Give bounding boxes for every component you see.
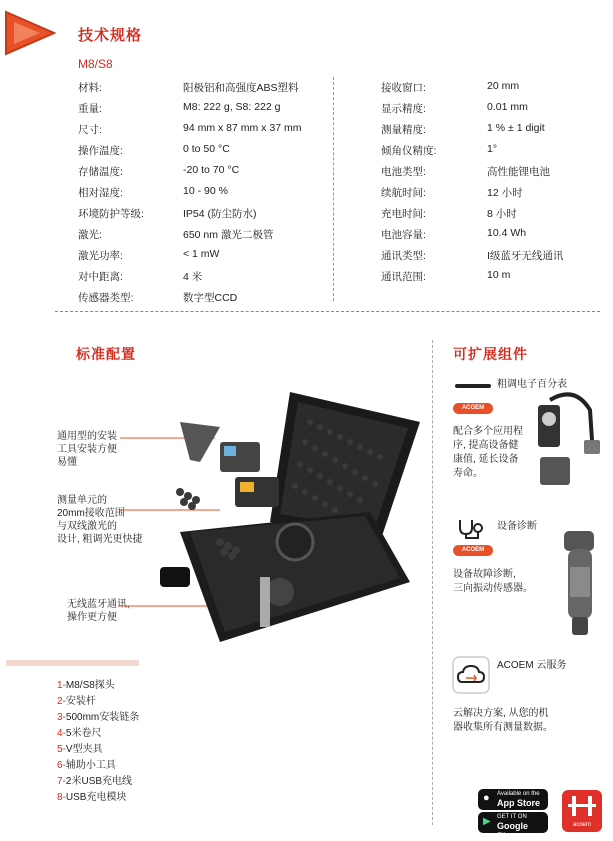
list-item (57, 740, 103, 755)
play-icon: ▶ (483, 816, 491, 827)
spec-value: 1 % ± 1 digit (487, 122, 545, 134)
spec-value: 0 to 50 °C (183, 143, 230, 155)
model-label: M8/S8 (78, 57, 113, 71)
list-number: 4- (57, 728, 66, 739)
spec-value: < 1 mW (183, 248, 220, 260)
spec-value: -20 to 70 °C (183, 164, 240, 176)
spec-label: 激光: (78, 229, 102, 241)
callout-line: 无线蓝牙通讯, (67, 599, 130, 610)
list-text: 2米USB充电线 (65, 776, 133, 787)
indicator-icon (453, 378, 493, 394)
spec-value: 阳极铝和高强度ABS塑料 (183, 82, 299, 94)
expansion-item-name: 设备诊断 (497, 521, 537, 532)
list-text: 500mm安装链条 (65, 712, 140, 723)
spec-label: 倾角仪精度: (381, 145, 437, 157)
spec-label: 通讯范围: (381, 271, 426, 283)
list-item (57, 676, 115, 691)
desc-line: 云解决方案, 从您的机 (453, 708, 549, 719)
decorative-bar (6, 660, 139, 666)
divider (55, 311, 600, 312)
spec-label: 通讯类型: (381, 250, 426, 262)
callout-line: 通用型的安装 (57, 431, 117, 442)
cloud-icon (452, 656, 490, 694)
spec-value: 1° (487, 143, 498, 155)
list-text: USB充电模块 (65, 792, 127, 803)
spec-label: 操作温度: (78, 145, 123, 157)
spec-value: 10 - 90 % (183, 185, 228, 197)
acoem-badge: ACOEM (453, 545, 493, 556)
spec-label: 显示精度: (381, 103, 426, 115)
list-number: 2- (57, 696, 66, 707)
spec-label: 接收窗口: (381, 82, 426, 94)
spec-label: 传感器类型: (78, 292, 134, 304)
spec-value: IP54 (防尘防水) (183, 208, 257, 220)
spec-label: 电池类型: (381, 166, 426, 178)
google-play-small-label: GET IT ON (497, 814, 527, 820)
spec-label: 充电时间: (381, 208, 426, 220)
spec-value: 高性能锂电池 (487, 166, 550, 178)
list-number: 1- (57, 680, 66, 691)
spec-label: 续航时间: (381, 187, 426, 199)
list-item (57, 772, 132, 787)
app-label: acoem (572, 822, 591, 828)
stethoscope-icon (456, 518, 486, 540)
list-number: 8- (57, 792, 66, 803)
callout-line: 操作更方便 (67, 612, 117, 623)
list-text: 安装杆 (65, 696, 96, 707)
callout-line: 测量单元的 (57, 495, 107, 506)
callout-line: 与双线激光的 (57, 521, 117, 532)
list-item (57, 692, 96, 707)
list-number: 7- (57, 776, 66, 787)
expansion-item-name: 粗调电子百分表 (497, 379, 567, 390)
desc-line: 配合多个应用程 (453, 426, 523, 437)
spec-label: 重量: (78, 103, 102, 115)
acoem-badge: ACOEM (453, 403, 493, 414)
desc-line: 序, 提高设备健 (453, 440, 519, 451)
expansion-item-desc (453, 568, 533, 596)
expansion-item-desc (453, 707, 553, 735)
divider (333, 77, 334, 301)
desc-line: 设备故障诊断, (453, 569, 516, 580)
product-case-image (120, 382, 430, 652)
list-text: 辅助小工具 (65, 760, 116, 771)
list-text: V型夹具 (65, 744, 103, 755)
list-number: 5- (57, 744, 66, 755)
spec-value: 20 mm (487, 80, 520, 92)
list-text: 5米卷尺 (65, 728, 102, 739)
standard-config-title: 标准配置 (76, 346, 136, 362)
spec-label: 测量精度: (381, 124, 426, 136)
spec-label: 对中距离: (78, 271, 123, 283)
app-store-label: App Store (497, 798, 541, 808)
callout-line: 易懂 (57, 457, 77, 468)
list-number: 3- (57, 712, 66, 723)
apple-icon: ● (483, 792, 490, 804)
callout-line: 20mm接收范围 (57, 508, 125, 519)
expansion-title: 可扩展组件 (453, 346, 528, 362)
spec-value: 94 mm x 87 mm x 37 mm (183, 122, 302, 134)
desc-line: 寿命。 (453, 468, 483, 479)
list-item (57, 788, 126, 803)
list-number: 6- (57, 760, 66, 771)
callout-mount (57, 430, 117, 469)
spec-value: 12 小时 (487, 187, 523, 199)
spec-value: 4 米 (183, 271, 203, 283)
list-item (57, 708, 139, 723)
spec-value: I级蓝牙无线通讯 (487, 250, 564, 262)
app-store-small-label: Available on the (497, 791, 540, 797)
expansion-item-name: ACOEM 云服务 (497, 660, 567, 671)
callout-line: 设计, 粗调光更快捷 (57, 534, 143, 545)
divider (432, 340, 433, 825)
app-store-button[interactable] (478, 789, 548, 810)
spec-value: 数字型CCD (183, 292, 238, 304)
spec-label: 存储温度: (78, 166, 123, 178)
spec-value: 8 小时 (487, 208, 517, 220)
spec-value: M8: 222 g, S8: 222 g (183, 101, 281, 113)
expansion-item-desc (453, 425, 523, 481)
vibration-sensor-image (556, 527, 604, 639)
spec-value: 10.4 Wh (487, 227, 527, 239)
desc-line: 康值, 延长设备 (453, 454, 519, 465)
dial-indicator-image (530, 385, 608, 495)
spec-label: 材料: (78, 82, 102, 94)
desc-line: 器收集所有测量数据。 (453, 722, 553, 733)
list-item (57, 724, 101, 739)
list-text: M8/S8探头 (65, 680, 115, 691)
brand-logo (4, 10, 56, 56)
spec-label: 尺寸: (78, 124, 102, 136)
spec-label: 激光功率: (78, 250, 123, 262)
spec-value: 10 m (487, 269, 511, 281)
google-play-label: Google Play (497, 821, 528, 841)
desc-line: 三向振动传感器。 (453, 583, 533, 594)
spec-label: 相对湿度: (78, 187, 123, 199)
callout-line: 工具安装方便 (57, 444, 117, 455)
list-item (57, 756, 116, 771)
page-title: 技术规格 (78, 27, 143, 44)
acoem-app-icon[interactable] (562, 790, 602, 832)
spec-value: 650 nm 激光二极管 (183, 229, 274, 241)
google-play-button[interactable] (478, 812, 548, 841)
spec-value: 0.01 mm (487, 101, 528, 113)
spec-label: 环境防护等级: (78, 208, 144, 220)
spec-label: 电池容量: (381, 229, 426, 241)
